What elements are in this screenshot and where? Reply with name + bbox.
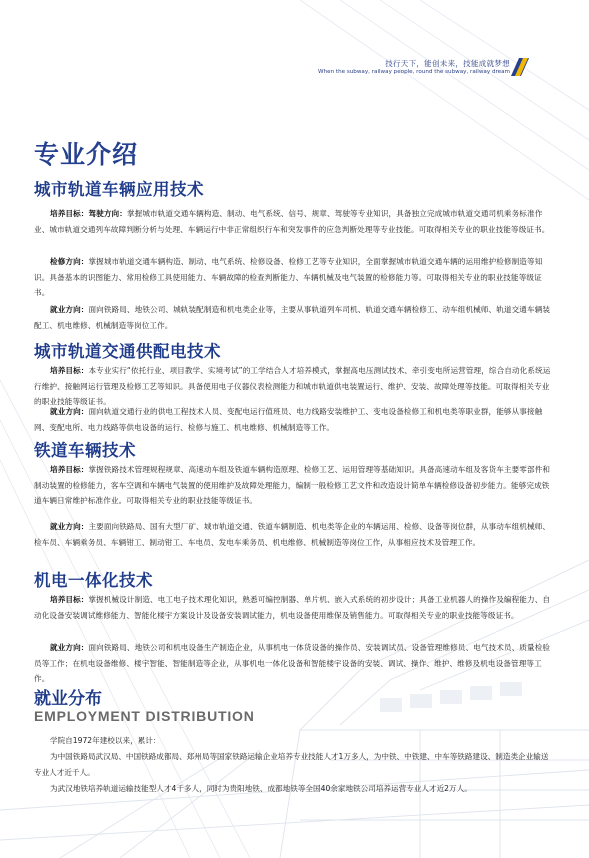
paragraph-text: 主要面向铁路局、国有大型厂矿、城市轨道交通、铁道车辆制造、机电类等企业的车辆运用、检修、设备等岗位群，从事动车组机械师、检车员、车辆乘务员、车辆钳工、制动钳工、车电员、发电车乘务员、机电维修、机械制造等岗位工作，从事相应技术及管理工作。 bbox=[34, 522, 551, 547]
section-title-vehicle: 城市轨道车辆应用技术 bbox=[34, 180, 204, 199]
section-paragraph bbox=[34, 254, 552, 301]
section-title-power: 城市轨道交通供配电技术 bbox=[34, 342, 221, 361]
paragraph-text: 本专业实行“依托行业、项目教学、实境考试”的工学结合人才培养模式，掌握高电压测试技术、牵引变电所运营管理，综合自动化系统运行维护、接触网运行管理及检修工艺等知识。具备使用电子仪器仪表检测能力和城市轨道供电装置运行、维护、安装、故障处理等技能。可取得相关专业的职业技能等级证书。 bbox=[34, 366, 551, 406]
section-paragraph bbox=[34, 363, 552, 410]
header-slogan-cn: 技行天下，能创未来，技能成就梦想 bbox=[385, 59, 510, 68]
section-paragraph bbox=[34, 404, 552, 435]
paragraph-text: 掌握机械设计制造、电工电子技术理化知识，熟悉可编控制器、单片机、嵌入式系统的初步设计；具备工业机器人的操作及编程能力、自动化设备安装调试维修能力、智能化楼宇方案设计及设备安装调试能力，机电设备使用维保及销售能力。可取得相关专业的职业技能等级证书。 bbox=[34, 595, 551, 620]
paragraph-text: 面向轨道交通行业的供电工程技术人员、变配电运行值班员、电力线路安装维护工、变电设备检修工和机电类等职业群，能够从事接触网、变配电所、电力线路等供电设备的运行、检修与施工、机电维修、机械制造等工作。 bbox=[34, 407, 543, 432]
paragraph-label: 培养目标： bbox=[50, 366, 89, 375]
paragraph-text: 掌握城市轨道交通车辆构造、制动、电气系统、信号、规章、驾驶等专业知识，具备独立完成城市轨道交通司机乘务标准作业、城市轨道交通列车故障判断分析与处理、车辆运行中非正常组织行车和突发事件的应急判断处理等专业技能。可取得相关专业的职业技能等级证书。 bbox=[34, 209, 550, 234]
paragraph-text: 掌握城市轨道交通车辆构造、制动、电气系统、检修设备、检修工艺等专业知识，全面掌握城市轨道交通车辆的运用维护检修制造等知识。具备基本的识图能力、常用检修工具使用能力、车辆故障的检查判断能力、车辆机械及电气装置的检修能力等。可取得相关专业的职业技能等级证书。 bbox=[34, 257, 543, 297]
section-title-mechatronics: 机电一体化技术 bbox=[34, 571, 153, 590]
paragraph-label: 就业方向： bbox=[50, 522, 89, 531]
paragraph-label: 就业方向： bbox=[50, 407, 89, 416]
paragraph-label: 就业方向： bbox=[50, 643, 89, 652]
paragraph-label: 培养目标： bbox=[50, 595, 89, 604]
paragraph-label: 培养目标：驾驶方向： bbox=[50, 209, 127, 218]
stripe-logo-icon bbox=[509, 56, 531, 78]
header-slogan-en: When the subway, railway people, round the subway, railway dream bbox=[318, 69, 510, 75]
employment-paragraph: 为中国铁路局武汉局、中国铁路成都局、郑州局等国家铁路运输企业培养专业技能人才1万多人，为中铁、中铁建、中车等铁路建设、制造类企业输送专业人才近千人。 bbox=[34, 752, 549, 777]
employment-title-en: EMPLOYMENT DISTRIBUTION bbox=[34, 708, 255, 724]
section-paragraph bbox=[34, 640, 552, 687]
section-paragraph bbox=[34, 592, 552, 623]
paragraph-text: 掌握铁路技术管理规程规章、高速动车组及铁道车辆构造原理、检修工艺、运用管理等基础知识。具备高速动车组及客货车主要零部件和制动装置的检修能力，客车空调和车辆电气装置的使用维护及故障处理能力，编制一般检修工艺文件和改造设计简单车辆检修设备初步能力。能够完成铁道车辆日常维护标准作业。可取得相关专业的职业技能等级证书。 bbox=[34, 465, 551, 505]
paragraph-text: 面向铁路局、地铁公司和机电设备生产制造企业，从事机电一体货设备的操作员、安装调试员、设备管理维修员、电气技术员、质量检验员等工作；在机电设备维修、楼宇智能、智能制造等企业，从事机电一体化设备和智能楼宇设备的安装、调试、操作、维护、维修及机电设备管理等工作。 bbox=[34, 643, 551, 683]
paragraph-text: 面向铁路局、地铁公司、城轨装配制造和机电类企业等，主要从事轨道列车司机、轨道交通车辆检修工、动车组机械师、轨道交通车辆装配工、机电维修、机械制造等岗位工作。 bbox=[34, 305, 551, 330]
section-paragraph bbox=[34, 206, 552, 237]
employment-paragraph: 为武汉地铁培养轨道运输技能型人才4千多人，同时为贵阳地铁、成都地铁等全国40余家地铁公司培养运营专业人才近2万人。 bbox=[50, 784, 472, 793]
paragraph-label: 培养目标： bbox=[50, 465, 89, 474]
employment-title-cn: 就业分布 bbox=[34, 689, 102, 709]
paragraph-label: 就业方向： bbox=[50, 305, 89, 314]
page-title: 专业介绍 bbox=[34, 140, 139, 169]
section-title-railway-vehicle: 铁道车辆技术 bbox=[34, 441, 136, 460]
section-paragraph bbox=[34, 302, 552, 333]
section-paragraph bbox=[34, 462, 552, 509]
employment-paragraph: 学院自1972年建校以来，累计： bbox=[50, 736, 161, 745]
paragraph-label: 检修方向： bbox=[50, 257, 89, 266]
section-paragraph bbox=[34, 519, 552, 550]
